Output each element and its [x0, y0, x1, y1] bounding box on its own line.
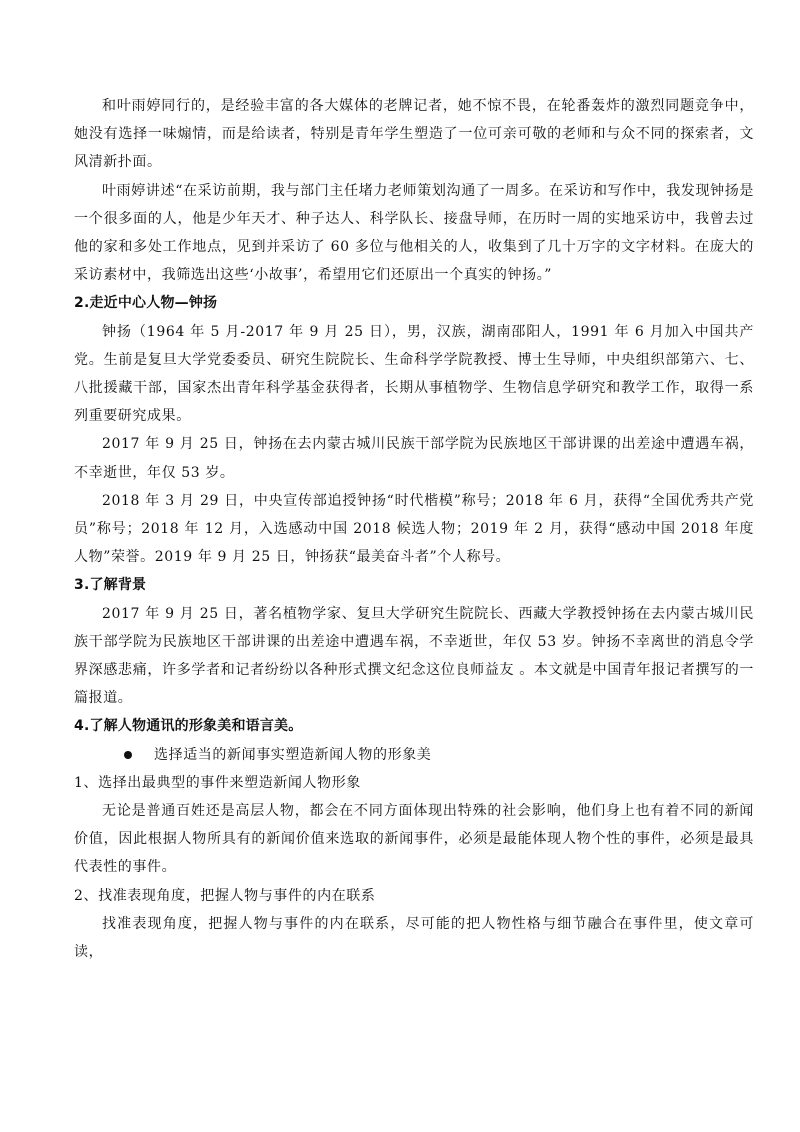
paragraph-angle: 找准表现角度，把握人物与事件的内在联系，尽可能的把人物性格与细节融合在事件里，使文章可读，: [74, 915, 754, 961]
bullet-dot-icon: [124, 751, 132, 759]
document-page: [74, 92, 754, 966]
paragraph-honors: 2018 年 3 月 29 日，中央宣传部追授钟扬“时代楷模”称号；2018 年 6 月，获得“全国优秀共产党员”称号；2018 年 12 月，入选感动中国 2018 候选人物；2019 年 2 月，获得“感动中国 2018 年度人物”荣誉。2019 年 9 月 25 日，钟扬获“最美奋斗者”个人称号。: [74, 492, 754, 566]
paragraph-biography: 钟扬（1964 年 5 月-2017 年 9 月 25 日），男，汉族，湖南邵阳人，1991 年 6 月加入中国共产党。生前是复旦大学党委委员、研究生院院长、生命科学学院教授、博士生导师，中央组织部第六、七、八批援藏干部，国家杰出青年科学基金获得者，长期从事植物学、生物信息学研究和教学工作，取得一系列重要研究成果。: [74, 323, 754, 425]
paragraph-background: 2017 年 9 月 25 日，著名植物学家、复旦大学研究生院院长、西藏大学教授钟扬在去内蒙古城川民族干部学院为民族地区干部讲课的出差途中遭遇车祸，不幸逝世，年仅 53 岁。钟扬不幸离世的消息令学界深感悲痛，许多学者和记者纷纷以各种形式撰文纪念这位良师益友 。本文就是中国青年报记者撰写的一篇报道。: [74, 605, 754, 707]
sub-heading-1: 1、选择出最典型的事件来塑造新闻人物形象: [74, 774, 361, 791]
paragraph-typical-events: 无论是普通百姓还是高层人物，都会在不同方面体现出特殊的社会影响，他们身上也有着不同的新闻价值，因此根据人物所具有的新闻价值来选取的新闻事件，必须是最能体现人物个性的事件，必须是最具代表性的事件。: [74, 803, 754, 876]
section-heading-2: 2.走近中心人物—钟扬: [74, 295, 218, 312]
section-heading-3: 3.了解背景: [74, 577, 147, 594]
paragraph-interview: 叶雨婷讲述“在采访前期，我与部门主任堵力老师策划沟通了一周多。在采访和写作中，我发现钟扬是一个很多面的人，他是少年天才、种子达人、科学队长、接盘导师，在历时一周的实地采访中，我曾去过他的家和多处工作地点，见到并采访了 60 多位与他相关的人，收集到了几十万字的文字材料。在庞大的采访素材中，我筛选出这些‘小故事’，希望用它们还原出一个真实的钟扬。”: [74, 182, 754, 284]
sub-heading-2: 2、找准表现角度，把握人物与事件的内在联系: [74, 887, 376, 904]
bullet-text: 选择适当的新闻事实塑造新闻人物的形象美: [154, 746, 432, 763]
section-heading-4: 4.了解人物通讯的形象美和语言美。: [74, 718, 303, 735]
paragraph-intro: 和叶雨婷同行的，是经验丰富的各大媒体的老牌记者，她不惊不畏，在轮番轰炸的激烈同题竞争中，她没有选择一味煽情，而是给读者，特别是青年学生塑造了一位可亲可敬的老师和与众不同的探索者，文风清新扑面。: [74, 98, 754, 171]
bullet-item: [74, 741, 754, 769]
paragraph-accident: 2017 年 9 月 25 日，钟扬在去内蒙古城川民族干部学院为民族地区干部讲课的出差途中遭遇车祸，不幸逝世，年仅 53 岁。: [74, 436, 754, 481]
